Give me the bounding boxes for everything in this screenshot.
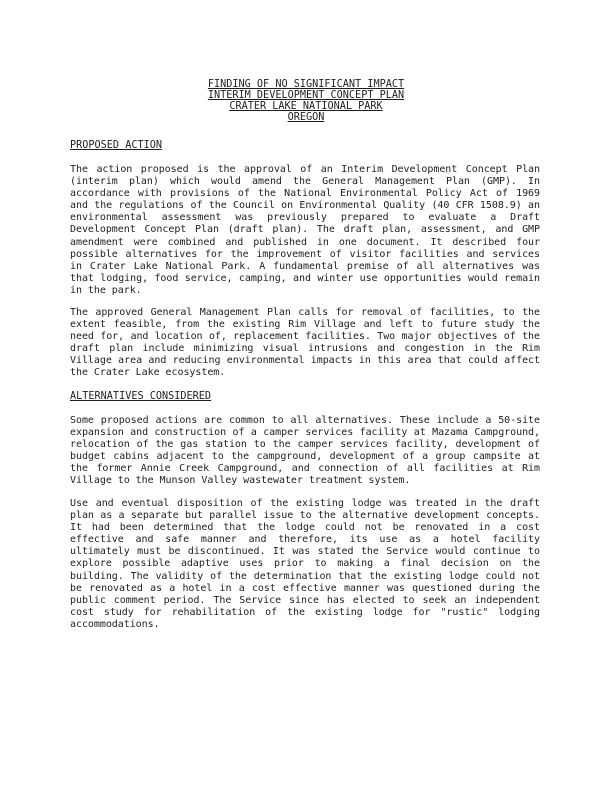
proposed-action-paragraph-2: The approved General Management Plan calls for removal of facilities, to the extent feasible, from the existing Rim Village and left to future study the need for, and location of, replacement facilities. Two major objectives of the draft plan include minimizing visual intrusions and congestion in the Rim Village area and reducing environmental impacts in this area that could affect the Crater Lake ecosystem.	[70, 307, 540, 379]
title-line-3: CRATER LAKE NATIONAL PARK	[229, 101, 383, 112]
document-title	[0, 79, 612, 123]
title-line-4: OREGON	[287, 112, 325, 123]
title-line-1: FINDING OF NO SIGNIFICANT IMPACT	[207, 79, 405, 90]
alternatives-paragraph-2: Use and eventual disposition of the existing lodge was treated in the draft plan as a separate but parallel issue to the alternative development concepts. It had been determined that the lodge could not be renovated in a cost effective and safe manner and therefore, its use as a hotel facility ultimately must be discontinued. It was stated the Service would continue to explore possible adaptive uses prior to making a final decision on the building. The validity of the determination that the existing lodge could not be renovated as a hotel in a cost effective manner was questioned during the public comment period. The Service since has elected to seek an independent cost study for rehabilitation of the existing lodge for "rustic" lodging accommodations.	[70, 498, 540, 630]
title-line-2: INTERIM DEVELOPMENT CONCEPT PLAN	[207, 90, 405, 101]
proposed-action-heading: PROPOSED ACTION	[70, 140, 163, 151]
alternatives-considered-heading: ALTERNATIVES CONSIDERED	[70, 391, 212, 402]
alternatives-paragraph-1: Some proposed actions are common to all alternatives. These include a 50-site expansion and construction of a camper services facility at Mazama Campground, relocation of the gas station to the camper services facility, development of budget cabins adjacent to the campground, development of a group campsite at the former Annie Creek Campground, and connection of all facilities at Rim Village to the Munson Valley wastewater treatment system.	[70, 415, 540, 487]
proposed-action-paragraph-1: The action proposed is the approval of an Interim Development Concept Plan (interim plan) which would amend the General Management Plan (GMP). In accordance with provisions of the National Environmental Policy Act of 1969 and the regulations of the Council on Environmental Quality (40 CFR 1508.9) an environmental assessment was previously prepared to evaluate a Draft Development Concept Plan (draft plan). The draft plan, assessment, and GMP amendment were combined and published in one document. It described four possible alternatives for the improvement of visitor facilities and services in Crater Lake National Park. A fundamental premise of all alternatives was that lodging, food service, camping, and winter use opportunities would remain in the park.	[70, 164, 540, 296]
